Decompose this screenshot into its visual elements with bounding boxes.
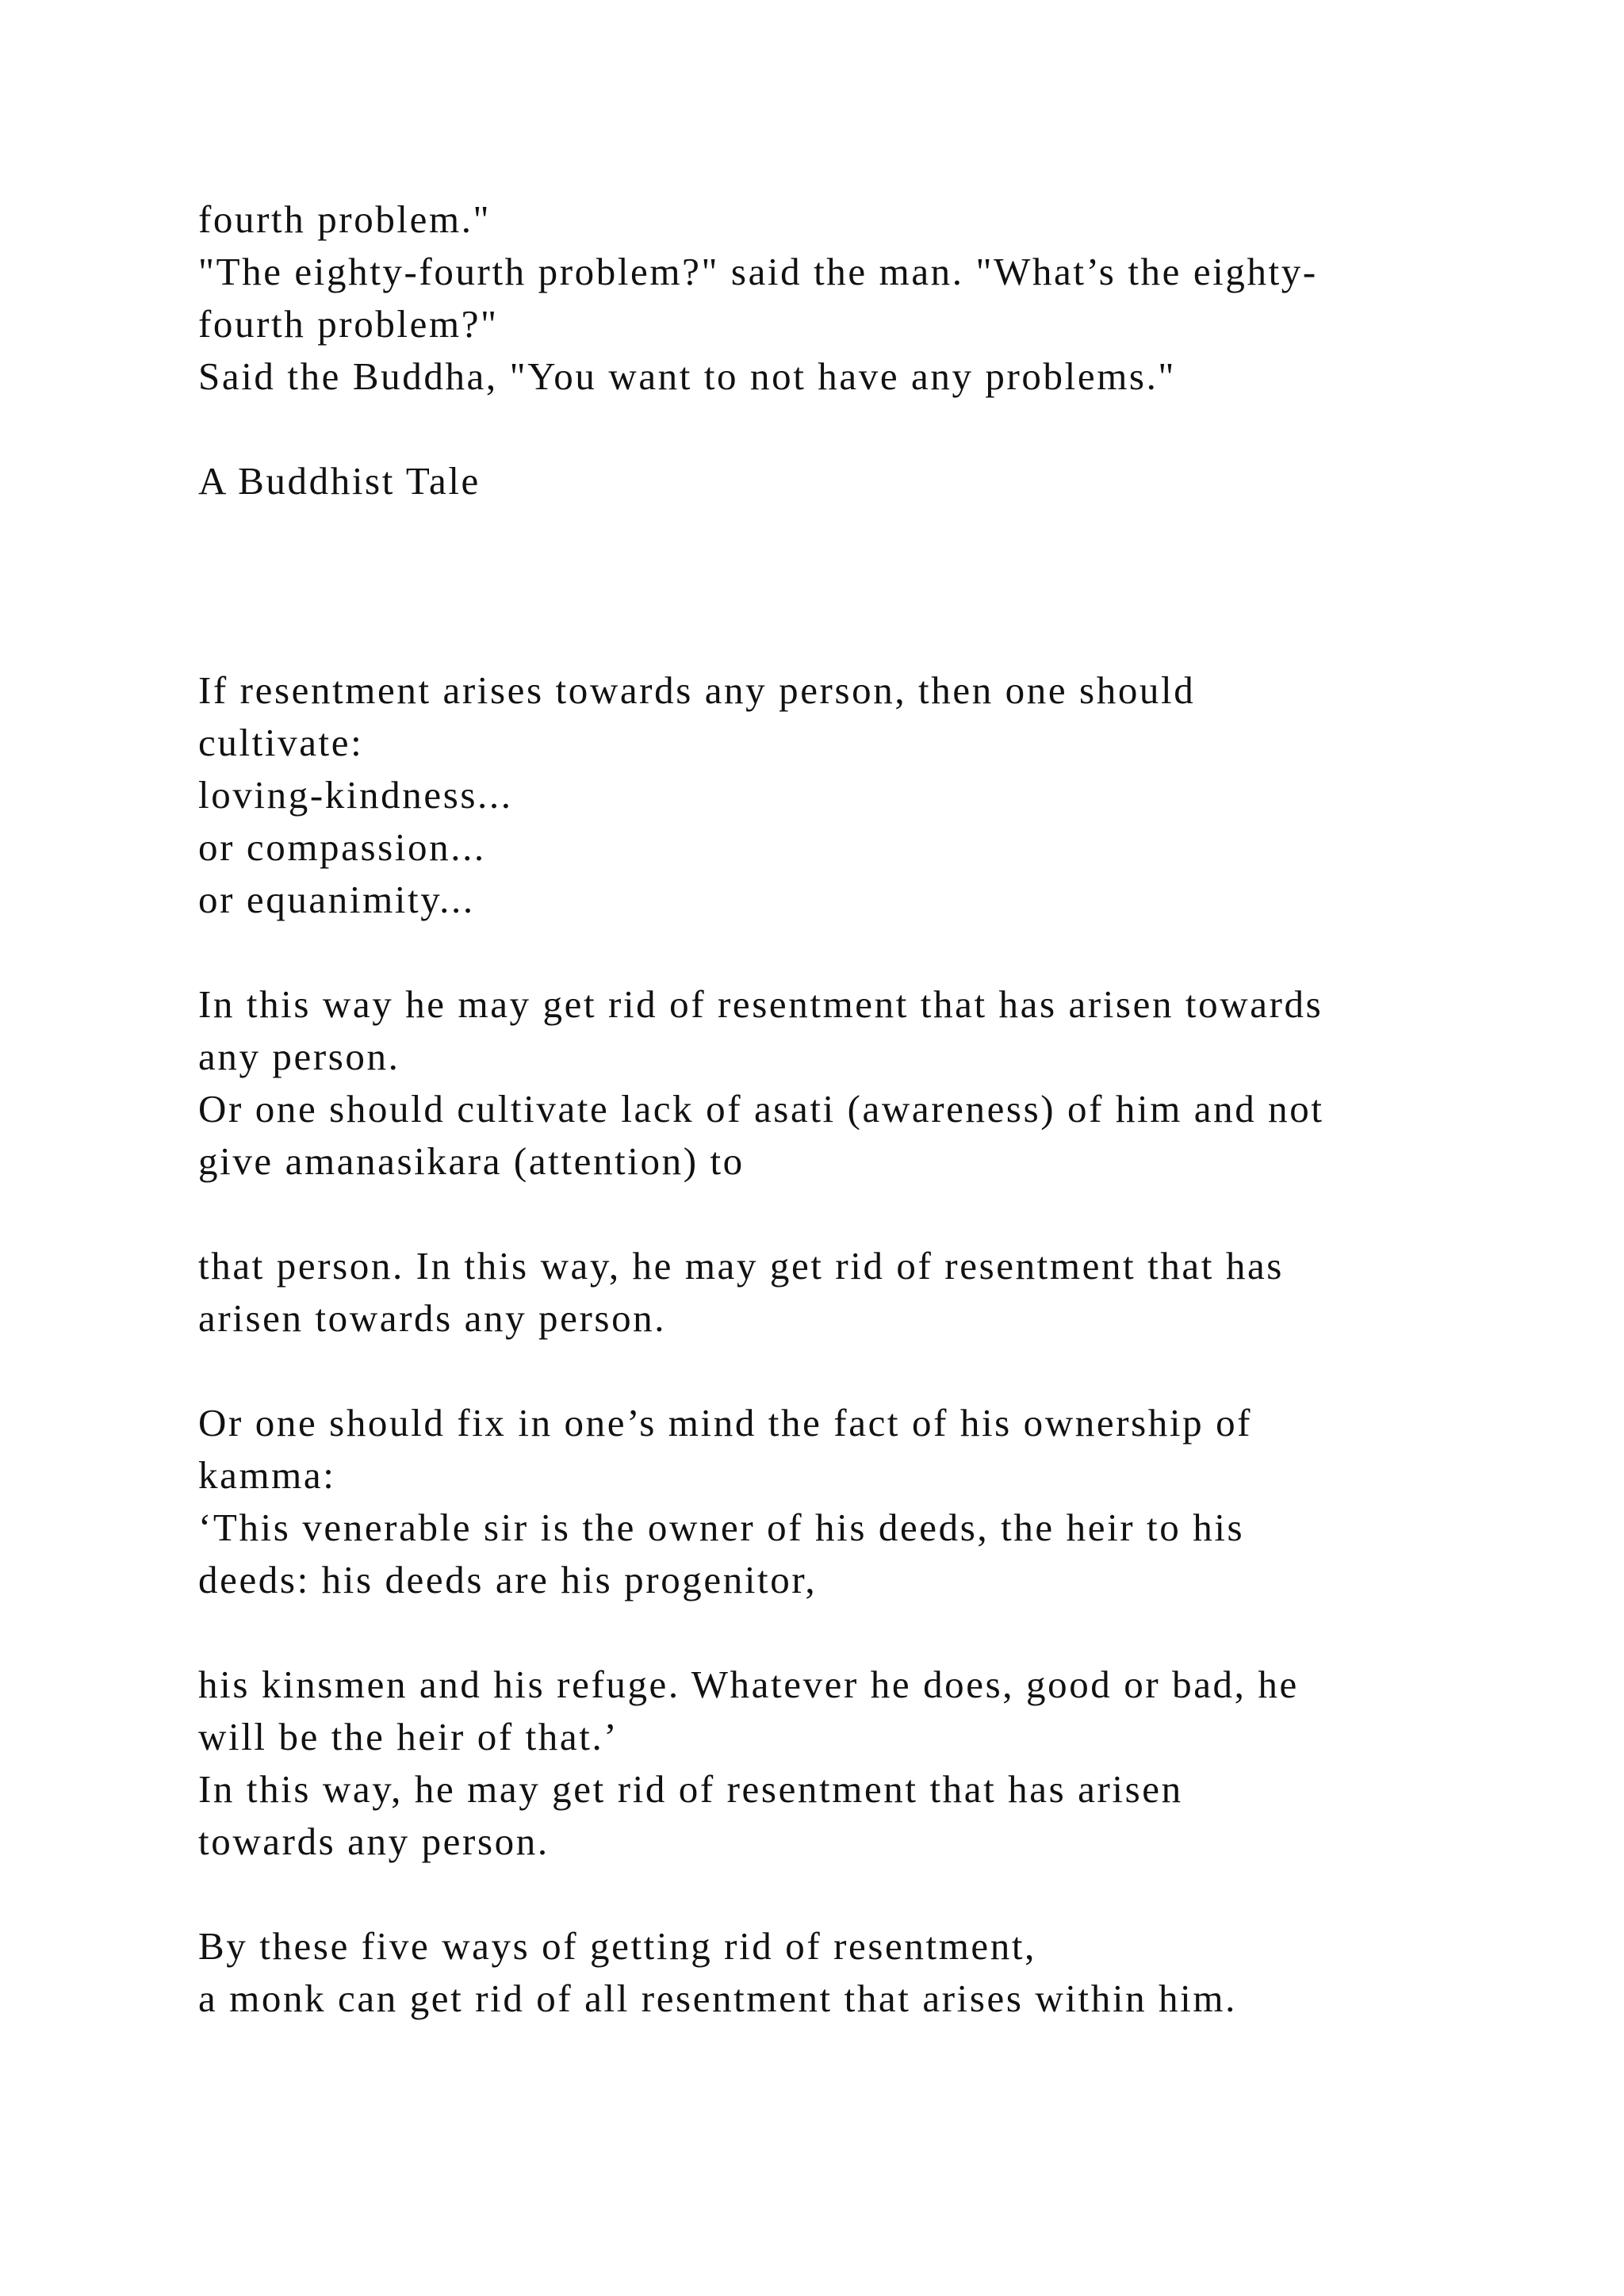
text-line: loving-kindness... [198, 773, 513, 817]
text-line: fourth problem?" [198, 302, 499, 346]
text-line: towards any person. [198, 1820, 550, 1863]
text-line: Or one should fix in one’s mind the fact of his ownership of [198, 1401, 1253, 1445]
text-line: Said the Buddha, "You want to not have any problems." [198, 354, 1177, 398]
text-line: Or one should cultivate lack of asati (awareness) of him and not [198, 1087, 1324, 1131]
text-line: In this way he may get rid of resentment that has arisen towards [198, 982, 1323, 1026]
text-line: "The eighty-fourth problem?" said the man. "What’s the eighty- [198, 250, 1318, 293]
text-line: a monk can get rid of all resentment that arises within him. [198, 1976, 1237, 2020]
text-line: or equanimity... [198, 878, 475, 921]
text-line: his kinsmen and his refuge. Whatever he does, good or bad, he [198, 1663, 1299, 1706]
text-line: or compassion... [198, 825, 486, 869]
text-line: ‘This venerable sir is the owner of his deeds, the heir to his [198, 1506, 1245, 1549]
text-line: give amanasikara (attention) to [198, 1139, 745, 1183]
text-line: deeds: his deeds are his progenitor, [198, 1558, 818, 1601]
text-line: arisen towards any person. [198, 1296, 667, 1340]
text-line: cultivate: [198, 721, 364, 764]
text-line: any person. [198, 1035, 400, 1078]
text-line: will be the heir of that.’ [198, 1715, 619, 1758]
text-line: A Buddhist Tale [198, 459, 481, 503]
text-line: In this way, he may get rid of resentment that has arisen [198, 1767, 1183, 1811]
text-line: By these five ways of getting rid of resentment, [198, 1924, 1036, 1968]
text-line: fourth problem." [198, 197, 492, 241]
text-line: If resentment arises towards any person, then one should [198, 668, 1196, 712]
text-line: kamma: [198, 1453, 336, 1497]
text-line: that person. In this way, he may get rid of resentment that has [198, 1244, 1284, 1288]
